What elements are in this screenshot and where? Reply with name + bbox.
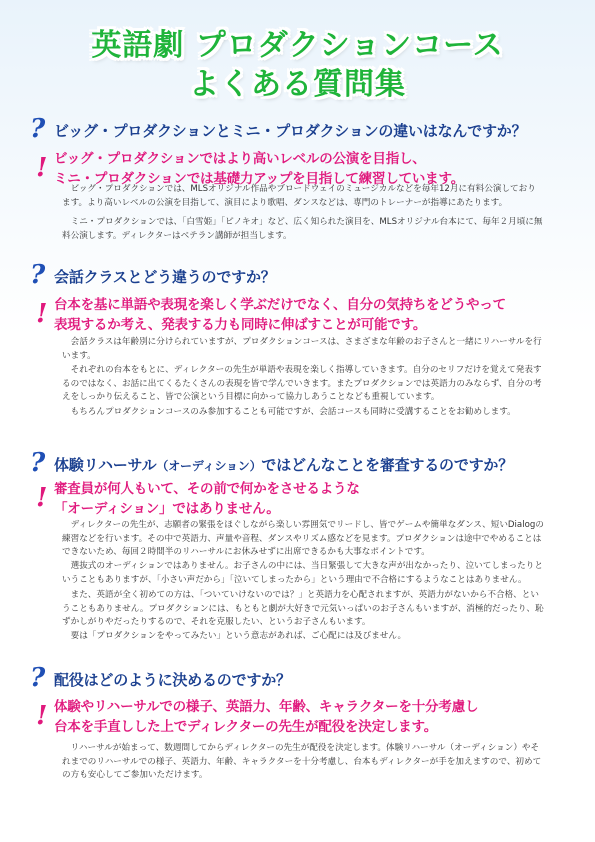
answer-line: 表現するか考え、発表する力も同時に伸ばすことが可能です。 [54,317,427,333]
body-paragraph: もちろんプロダクションコースのみ参加することも可能ですが、会話コースも同時に受講することをお勧めします。 [70,407,516,417]
answer-line: 「オーディション」ではありません。 [54,501,280,517]
body-paragraph: ディレクターの先生が、志願者の緊張をほぐしながら楽しい雰囲気でリードし、皆でゲームや簡単なダンス、短いDialogの練習などを行います。その中で英語力、声量や音程、ダンスやリズム感などを見ます。プロダクションは途中でやめることはできないため、毎回２時間半のリハーサルにお休みせずに出席できるかも大事なポイントです。 [62,520,544,557]
exclamation-icon: ! [36,153,48,183]
question-text: 体験リハーサル [54,456,157,474]
body-paragraph: リハーサルが始まって、数週間してからディレクターの先生が配役を決定します。体験リハーサル（オーディション）やそれまでのリハーサルでの様子、英語力、年齢、キャラクターを十分考慮し、台本もディレクターが手を加えますので、初めての方も安心してご参加いただけます。 [62,743,542,780]
body-paragraph: ミニ・プロダクションでは、「白雪姫」「ピノキオ」など、広く知られた演目を、MLSオリジナル台本にて、毎年２月頃に無料公演します。ディレクターはベテラン講師が担当します。 [62,217,543,241]
exclamation-icon: ! [36,701,48,731]
answer-3 [30,479,570,519]
body-paragraph: 選抜式のオーディションではありません。お子さんの中には、当日緊張して大きな声が出なかったり、泣いてしまったりということもありますが、「小さい声だから」「泣いてしまったから」という理由で不合格にするようなことはありません。 [62,561,543,585]
body-paragraph: ビッグ・プロダクションでは、MLSオリジナル作品やブロードウェイのミュージカルなどを毎年12月に有料公演しております。より高いレベルの公演を目指して、演目により歌唱、ダンスなどは、専門のトレーナーが指導にあたります。 [62,184,536,208]
answer-2 [30,295,570,335]
question-mark-icon: ? [30,114,46,144]
exclamation-icon: ! [36,483,48,513]
question-text: 配役はどのように決めるのですか？ [54,671,291,689]
question-1 [30,114,570,144]
body-paragraph: また、英語が全く初めての方は、「ついていけないのでは？」と英語力を心配されますが、英語力がないから不合格、ということもありません。プロダクションには、もともと劇が大好きで元気いっぱいのお子さんもいますが、消極的だったり、恥ずかしがりやだったりするので、それを克服したい、というお子さんもいます。 [62,590,544,627]
body-paragraph: 要は「プロダクションをやってみたい」という意志があれば、ご心配には及びません。 [70,631,407,641]
answer-line: 台本を手直しした上でディレクターの先生が配役を決定します。 [54,719,437,735]
body-paragraph: それぞれの台本をもとに、ディレクターの先生が単語や表現を楽しく指導していきます。自分のセリフだけを覚えて発表するのではなく、お話に出てくるたくさんの表現を皆で学んでいきます。またプロダクションでは英語力のみならず、自分の考えをしっかり伝えること、皆で公演という目標に向かって協力しあうことなども重視しています。 [62,365,542,402]
answer-line: ミニ・プロダクションでは基礎力アップを目指して練習しています。 [54,171,465,187]
question-mark-icon: ? [30,663,46,693]
question-3 [30,448,570,478]
question-text: ビッグ・プロダクションとミニ・プロダクションの違いはなんですか？ [54,122,527,140]
body-paragraph: 会話クラスは年齢別に分けられていますが、プロダクションコースは、さまざまな年齢のお子さんと一緒にリハーサルを行います。 [62,337,542,361]
question-text: 会話クラスとどう違うのですか？ [54,268,276,286]
answer-line: 体験やリハーサルでの様子、英語力、年齢、キャラクターを十分考慮し [54,699,479,715]
page-subtitle: よくある質問集 [189,67,406,102]
exclamation-icon: ! [36,299,48,329]
answer-4 [30,697,570,737]
answer-line: 審査員が何人もいて、その前で何かをさせるような [54,481,360,497]
question-note: （オーディション） [156,459,262,473]
answer-line: 台本を基に単語や表現を楽しく学ぶだけでなく、自分の気持ちをどうやって [54,297,506,313]
question-2 [30,260,570,290]
answer-line: ビッグ・プロダクションではより高いレベルの公演を目指し、 [54,151,426,167]
question-4 [30,663,570,693]
question-mark-icon: ? [30,260,46,290]
question-mark-icon: ? [30,448,46,478]
question-text: ではどんなことを審査するのですか？ [261,456,514,474]
page-title: 英語劇 プロダクションコース [91,28,504,63]
